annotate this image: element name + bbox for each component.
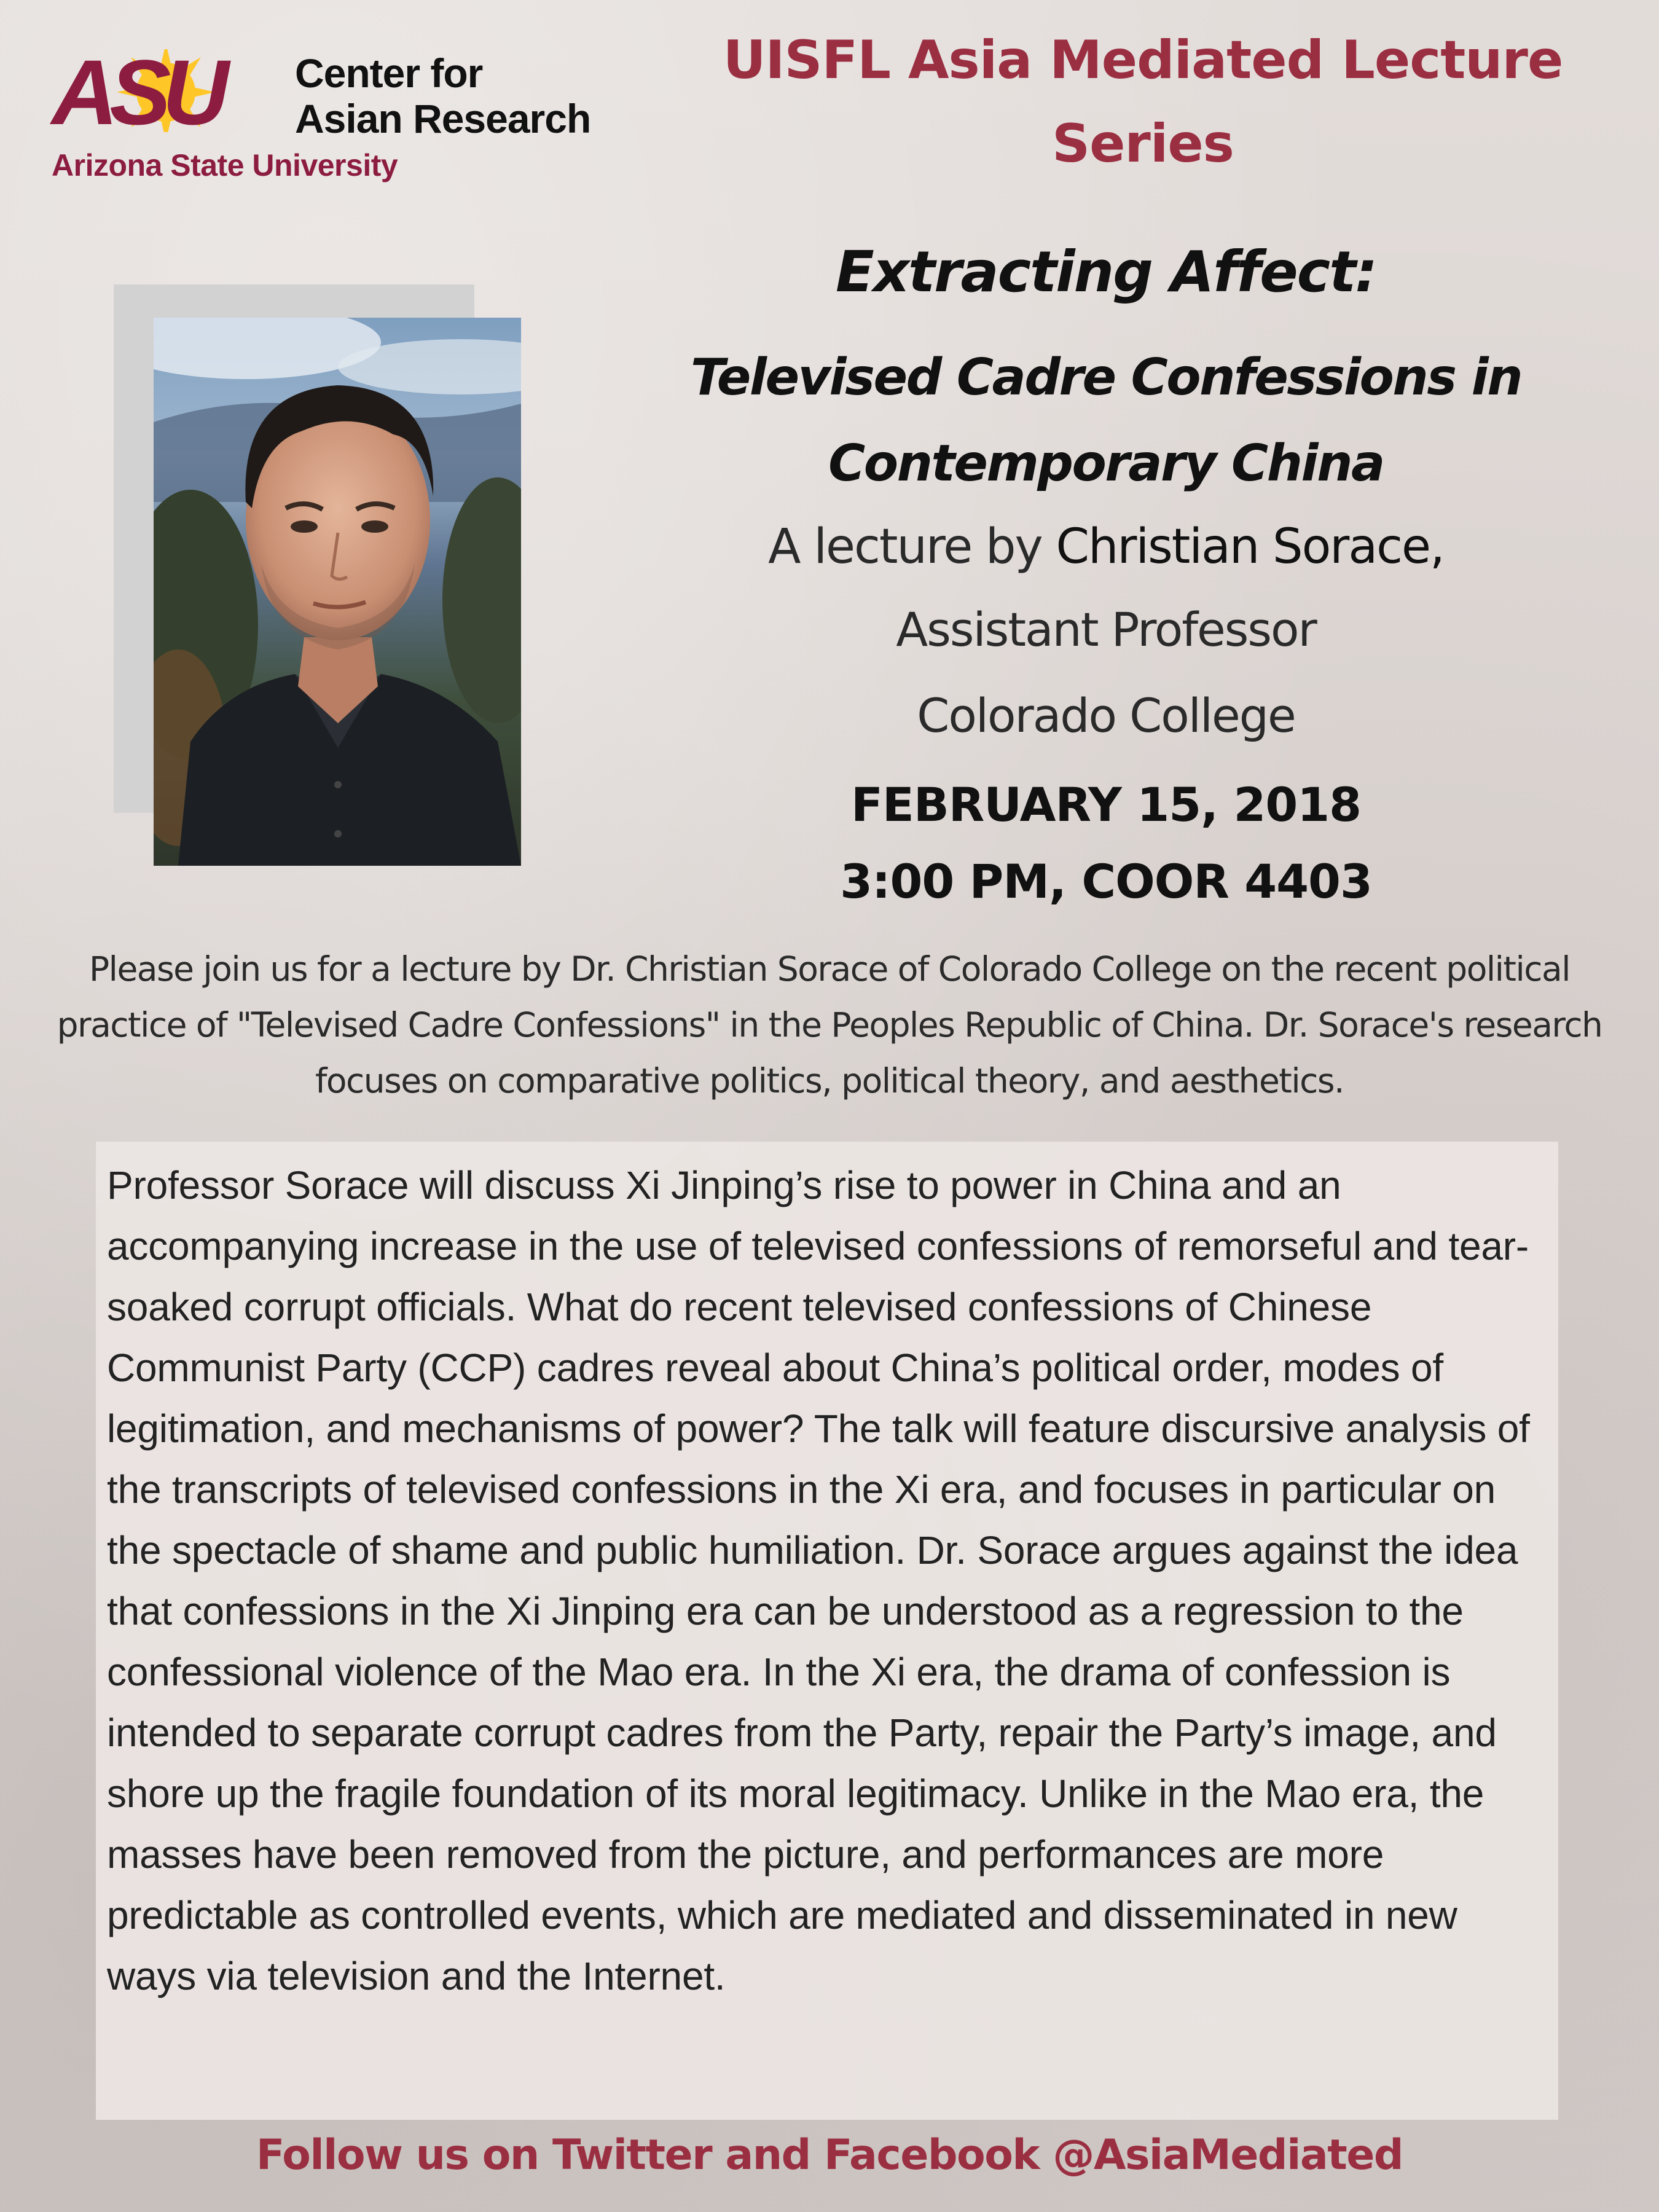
svg-text:ASU: ASU (52, 49, 221, 132)
event-subtitle-line2: Contemporary China (828, 434, 1384, 493)
event-subtitle-line1: Televised Cadre Confessions in (690, 348, 1522, 407)
asu-logo (49, 49, 602, 190)
social-footer: Follow us on Twitter and Facebook @AsiaMediated (256, 2131, 1403, 2179)
lecture-by-line (633, 510, 1579, 584)
description-box (96, 1142, 1558, 2120)
speaker-role: Assistant Professor (896, 602, 1316, 657)
speaker-photo (154, 318, 521, 866)
speaker-portrait-image (154, 318, 521, 866)
speaker-institution: Colorado College (917, 688, 1295, 743)
lecture-prefix: A lecture by (768, 519, 1056, 575)
event-time-location: 3:00 PM, COOR 4403 (840, 854, 1372, 909)
series-title: UISFL Asia Mediated Lecture Series (723, 29, 1563, 175)
event-date: FEBRUARY 15, 2018 (851, 777, 1361, 832)
description-text: Professor Sorace will discuss Xi Jinping’s rise to power in China and an accompanying increase in the use of televised confessions of remorseful and tear-soaked corrupt officials. What do recent televised confessions of Chinese Communist Party (CCP) cadres reveal about China’s political order, modes of legitimation, and mechanisms of power? The talk will feature discursive analysis of the transcripts of televised confessions in the Xi era, and focuses in particular on the spectacle of shame and public humiliation. Dr. Sorace argues against the idea that confessions in the Xi Jinping era can be understood as a regression to the confessional violence of the Mao era. In the Xi era, the drama of confession is intended to separate corrupt cadres from the Party, repair the Party’s image, and shore up the fragile foundation of its moral legitimacy. Unlike in the Mao era, the masses have been removed from the picture, and performances are more predictable as controlled events, which are mediated and disseminated in new ways via television and the Internet. (107, 1163, 1530, 1998)
center-name-line2: Asian Research (295, 96, 591, 141)
asu-sunburst-mark-icon (49, 49, 283, 132)
event-title: Extracting Affect: (835, 239, 1376, 305)
center-name (295, 50, 590, 141)
intro-paragraph: Please join us for a lecture by Dr. Christian Sorace of Colorado College on the recent political practice of "Televised Cadre Confessions" in the Peoples Republic of China. Dr. Sorace's research focuses on comparative politics, political theory, and aesthetics. (57, 949, 1602, 1100)
event-subtitle (633, 335, 1579, 507)
speaker-name: Christian Sorace, (1056, 519, 1444, 575)
university-name: Arizona State University (52, 148, 398, 182)
center-name-line1: Center for (295, 50, 483, 96)
